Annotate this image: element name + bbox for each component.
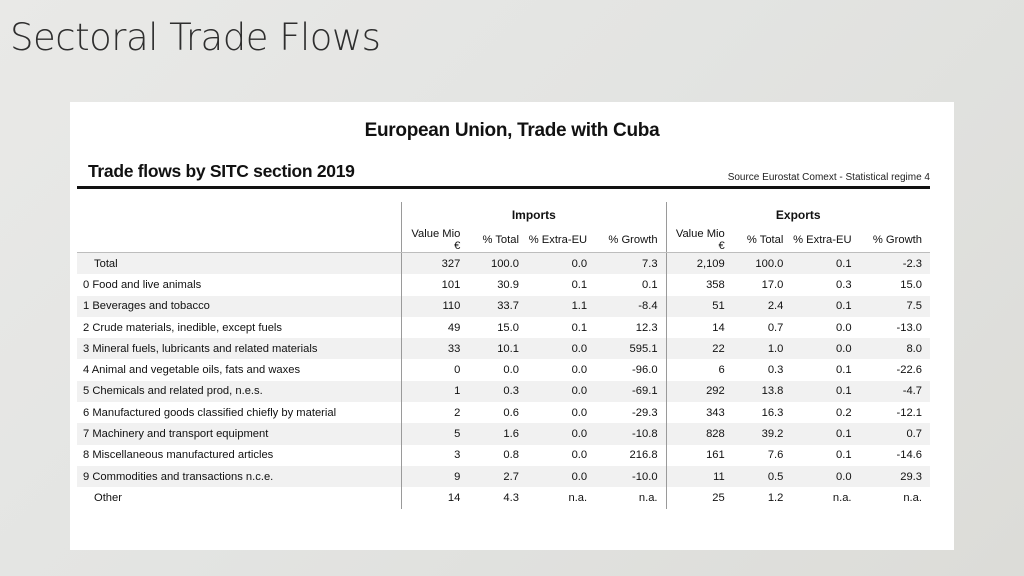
exports-growth-cell: -2.3 [860,253,930,275]
exports-extra-eu-header: % Extra-EU [791,228,859,253]
exports-total-cell: 1.2 [733,487,792,508]
imports-extra-eu-cell: 0.0 [527,381,595,402]
exports-extra-eu-cell: 0.1 [791,296,859,317]
imports-extra-eu-cell: n.a. [527,487,595,508]
exports-growth-cell: 0.7 [860,423,930,444]
imports-growth-cell: -29.3 [595,402,666,423]
exports-total-cell: 2.4 [733,296,792,317]
table-row [77,338,930,359]
exports-total-cell: 0.5 [733,466,792,487]
imports-growth-cell: -10.8 [595,423,666,444]
row-label: 9 Commodities and transactions n.c.e. [77,466,402,487]
table-row [77,466,930,487]
exports-total-cell: 0.7 [733,317,792,338]
exports-total-header: % Total [733,228,792,253]
exports-growth-cell: 29.3 [860,466,930,487]
row-label: 1 Beverages and tobacco [77,296,402,317]
imports-growth-header: % Growth [595,228,666,253]
imports-value-cell: 110 [402,296,469,317]
exports-value-cell: 14 [666,317,733,338]
imports-growth-cell: -96.0 [595,359,666,380]
exports-value-cell: 22 [666,338,733,359]
exports-extra-eu-cell: 0.2 [791,402,859,423]
exports-extra-eu-cell: 0.1 [791,381,859,402]
exports-extra-eu-cell: 0.3 [791,274,859,295]
exports-value-cell: 358 [666,274,733,295]
imports-extra-eu-cell: 0.1 [527,317,595,338]
exports-extra-eu-cell: 0.1 [791,253,859,275]
exports-value-cell: 6 [666,359,733,380]
imports-group-header: Imports [402,202,666,228]
exports-extra-eu-cell: 0.0 [791,338,859,359]
row-label: 3 Mineral fuels, lubricants and related materials [77,338,402,359]
header-rule [77,186,930,189]
imports-extra-eu-cell: 0.0 [527,338,595,359]
imports-extra-eu-cell: 0.0 [527,423,595,444]
exports-total-cell: 1.0 [733,338,792,359]
slide-title: Sectoral Trade Flows [10,16,381,59]
exports-value-cell: 828 [666,423,733,444]
exports-total-cell: 39.2 [733,423,792,444]
imports-growth-cell: 7.3 [595,253,666,275]
exports-extra-eu-cell: 0.1 [791,445,859,466]
imports-value-cell: 3 [402,445,469,466]
imports-total-cell: 0.3 [468,381,527,402]
imports-growth-cell: -10.0 [595,466,666,487]
table-row [77,253,930,275]
imports-value-cell: 1 [402,381,469,402]
imports-total-header: % Total [468,228,527,253]
row-label: Other [77,487,402,508]
exports-total-cell: 7.6 [733,445,792,466]
imports-total-cell: 0.6 [468,402,527,423]
exports-growth-cell: -12.1 [860,402,930,423]
exports-total-cell: 0.3 [733,359,792,380]
table-row [77,274,930,295]
exports-total-cell: 17.0 [733,274,792,295]
exports-total-cell: 16.3 [733,402,792,423]
row-label: 6 Manufactured goods classified chiefly by material [77,402,402,423]
row-label: 2 Crude materials, inedible, except fuels [77,317,402,338]
exports-value-cell: 161 [666,445,733,466]
exports-growth-cell: n.a. [860,487,930,508]
exports-value-cell: 343 [666,402,733,423]
exports-value-cell: 292 [666,381,733,402]
row-label: 0 Food and live animals [77,274,402,295]
imports-value-cell: 33 [402,338,469,359]
imports-total-cell: 100.0 [468,253,527,275]
imports-growth-cell: 595.1 [595,338,666,359]
table-row [77,317,930,338]
imports-growth-cell: -8.4 [595,296,666,317]
exports-total-cell: 100.0 [733,253,792,275]
exports-value-cell: 2,109 [666,253,733,275]
imports-extra-eu-cell: 1.1 [527,296,595,317]
row-label: 8 Miscellaneous manufactured articles [77,445,402,466]
imports-value-cell: 0 [402,359,469,380]
imports-extra-eu-cell: 0.0 [527,253,595,275]
imports-extra-eu-cell: 0.1 [527,274,595,295]
table-row [77,487,930,508]
row-label: 4 Animal and vegetable oils, fats and waxes [77,359,402,380]
exports-growth-cell: -13.0 [860,317,930,338]
exports-growth-cell: 7.5 [860,296,930,317]
exports-value-cell: 25 [666,487,733,508]
imports-extra-eu-cell: 0.0 [527,445,595,466]
exports-growth-cell: -4.7 [860,381,930,402]
source-note: Source Eurostat Comext - Statistical regime 4 [727,172,930,183]
imports-value-cell: 14 [402,487,469,508]
imports-growth-cell: n.a. [595,487,666,508]
exports-total-cell: 13.8 [733,381,792,402]
row-label: 7 Machinery and transport equipment [77,423,402,444]
exports-growth-cell: 8.0 [860,338,930,359]
imports-extra-eu-cell: 0.0 [527,466,595,487]
imports-total-cell: 30.9 [468,274,527,295]
imports-value-cell: 49 [402,317,469,338]
exports-growth-cell: -22.6 [860,359,930,380]
imports-total-cell: 0.0 [468,359,527,380]
imports-value-cell: 101 [402,274,469,295]
table-row [77,359,930,380]
imports-value-cell: 2 [402,402,469,423]
row-label: Total [77,253,402,275]
imports-extra-eu-cell: 0.0 [527,359,595,380]
label-header-spacer [77,202,402,228]
imports-value-header: Value Mio € [402,228,469,253]
imports-growth-cell: 216.8 [595,445,666,466]
exports-growth-cell: -14.6 [860,445,930,466]
imports-total-cell: 33.7 [468,296,527,317]
exports-group-header: Exports [666,202,930,228]
row-label: 5 Chemicals and related prod, n.e.s. [77,381,402,402]
imports-extra-eu-header: % Extra-EU [527,228,595,253]
table-row [77,423,930,444]
exports-extra-eu-cell: 0.1 [791,423,859,444]
table-row [77,445,930,466]
table-row [77,402,930,423]
exports-value-cell: 11 [666,466,733,487]
imports-total-cell: 10.1 [468,338,527,359]
trade-flows-table [77,202,930,509]
exports-value-cell: 51 [666,296,733,317]
table-row [77,381,930,402]
label-column-header [77,228,402,253]
imports-total-cell: 0.8 [468,445,527,466]
document-title: European Union, Trade with Cuba [364,120,660,141]
exports-value-header: Value Mio € [666,228,733,253]
table-row [77,296,930,317]
report-panel [70,102,954,550]
imports-value-cell: 327 [402,253,469,275]
exports-growth-cell: 15.0 [860,274,930,295]
imports-extra-eu-cell: 0.0 [527,402,595,423]
imports-total-cell: 4.3 [468,487,527,508]
imports-growth-cell: 12.3 [595,317,666,338]
exports-extra-eu-cell: 0.0 [791,466,859,487]
exports-extra-eu-cell: n.a. [791,487,859,508]
imports-growth-cell: -69.1 [595,381,666,402]
exports-extra-eu-cell: 0.0 [791,317,859,338]
document-subtitle: Trade flows by SITC section 2019 [88,161,355,181]
exports-extra-eu-cell: 0.1 [791,359,859,380]
imports-value-cell: 5 [402,423,469,444]
imports-total-cell: 1.6 [468,423,527,444]
exports-growth-header: % Growth [860,228,930,253]
imports-growth-cell: 0.1 [595,274,666,295]
imports-total-cell: 15.0 [468,317,527,338]
imports-total-cell: 2.7 [468,466,527,487]
imports-value-cell: 9 [402,466,469,487]
